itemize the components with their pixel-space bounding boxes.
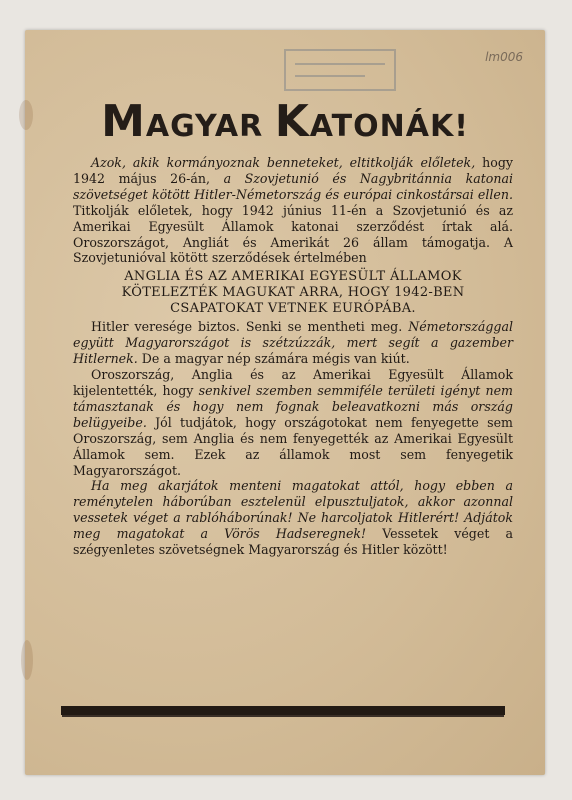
- p4-run: Vessetek véget a szégyenletes szövetségnek Magyarország és Hitler között!: [73, 526, 514, 558]
- paragraph-2: [73, 319, 513, 367]
- p1-run: a Szovjetunió és Nagybritánnia katonai szövetséget kötött Hitler-Németország és európai cinkostársai ellen.: [73, 170, 513, 202]
- faded-stamp: [255, 42, 425, 102]
- title-text-2: ATONÁK!: [309, 109, 469, 144]
- page-title: [25, 96, 545, 147]
- paragraph-3: [73, 367, 513, 478]
- p1-run: Azok, akik kormányoznak benneteket, eltitkolják előletek,: [91, 155, 476, 170]
- bottom-rule: [61, 706, 505, 715]
- capital-headline-line: CSAPATOKAT VETNEK EURÓPÁBA.: [170, 301, 416, 317]
- capital-headline-line: ANGLIA ÉS AZ AMERIKAI EGYESÜLT ÁLLAMOK: [124, 269, 462, 285]
- p2-run: Németországgal együtt Magyarországot is szétzúzzák, mert segít a gazember Hitlernek.: [73, 319, 513, 367]
- paragraph-1: [73, 155, 513, 266]
- paragraph-4: [73, 478, 513, 558]
- capital-headline-line: KÖTELEZTÉK MAGUKAT ARRA, HOGY 1942-BEN: [121, 285, 465, 301]
- catalog-mark: lm006: [485, 50, 523, 64]
- p4-run: Ha meg akarjátok menteni magatokat attól, hogy ebben a reménytelen háborúban esztelenül elpusztuljatok, akkor azonnal vessetek véget a rablóháborúnak! Ne harcoljatok Hitlerért! Adjátok meg magatokat a Vörös Hadseregnek!: [73, 478, 513, 542]
- p1-run: hogy 1942 május 26-án,: [73, 155, 513, 186]
- p1-run: Titkolják előletek, hogy 1942 június 11-én a Szovjetunió és az Amerikai Egyesült Államok katonai szerződést írtak alá. Oroszországot, Angliát és Amerikát 26 állam támogatja. A Szovjetunióval kötött szerződések értelmében: [73, 202, 513, 266]
- title-initial: M: [101, 96, 146, 147]
- p2-run: Hitler veresége biztos. Senki se mentheti meg.: [91, 319, 409, 335]
- capital-headline: [73, 269, 513, 317]
- p3-run: senkivel szemben semmiféle területi igényt nem támasztanak és hogy nem fognak beleavatkozni más ország belügyeibe.: [73, 382, 513, 430]
- p2-run: De a magyar nép számára mégis van kiút.: [137, 351, 410, 367]
- p3-run: Oroszország, Anglia és az Amerikai Egyesült Államok kijelentették, hogy: [73, 367, 513, 398]
- title-text: AGYAR: [145, 109, 275, 144]
- leaflet-page: [25, 30, 545, 775]
- title-initial-2: K: [274, 96, 310, 147]
- stain-mark: [21, 640, 33, 680]
- leaflet-text: [73, 155, 513, 558]
- p3-run: Jól tudjátok, hogy országotokat nem fenyegette sem Oroszország, sem Anglia és nem fenyegették az Amerikai Egyesült Államok sem. Ezek az államok most sem fenyegetik Magyarországot.: [73, 414, 513, 478]
